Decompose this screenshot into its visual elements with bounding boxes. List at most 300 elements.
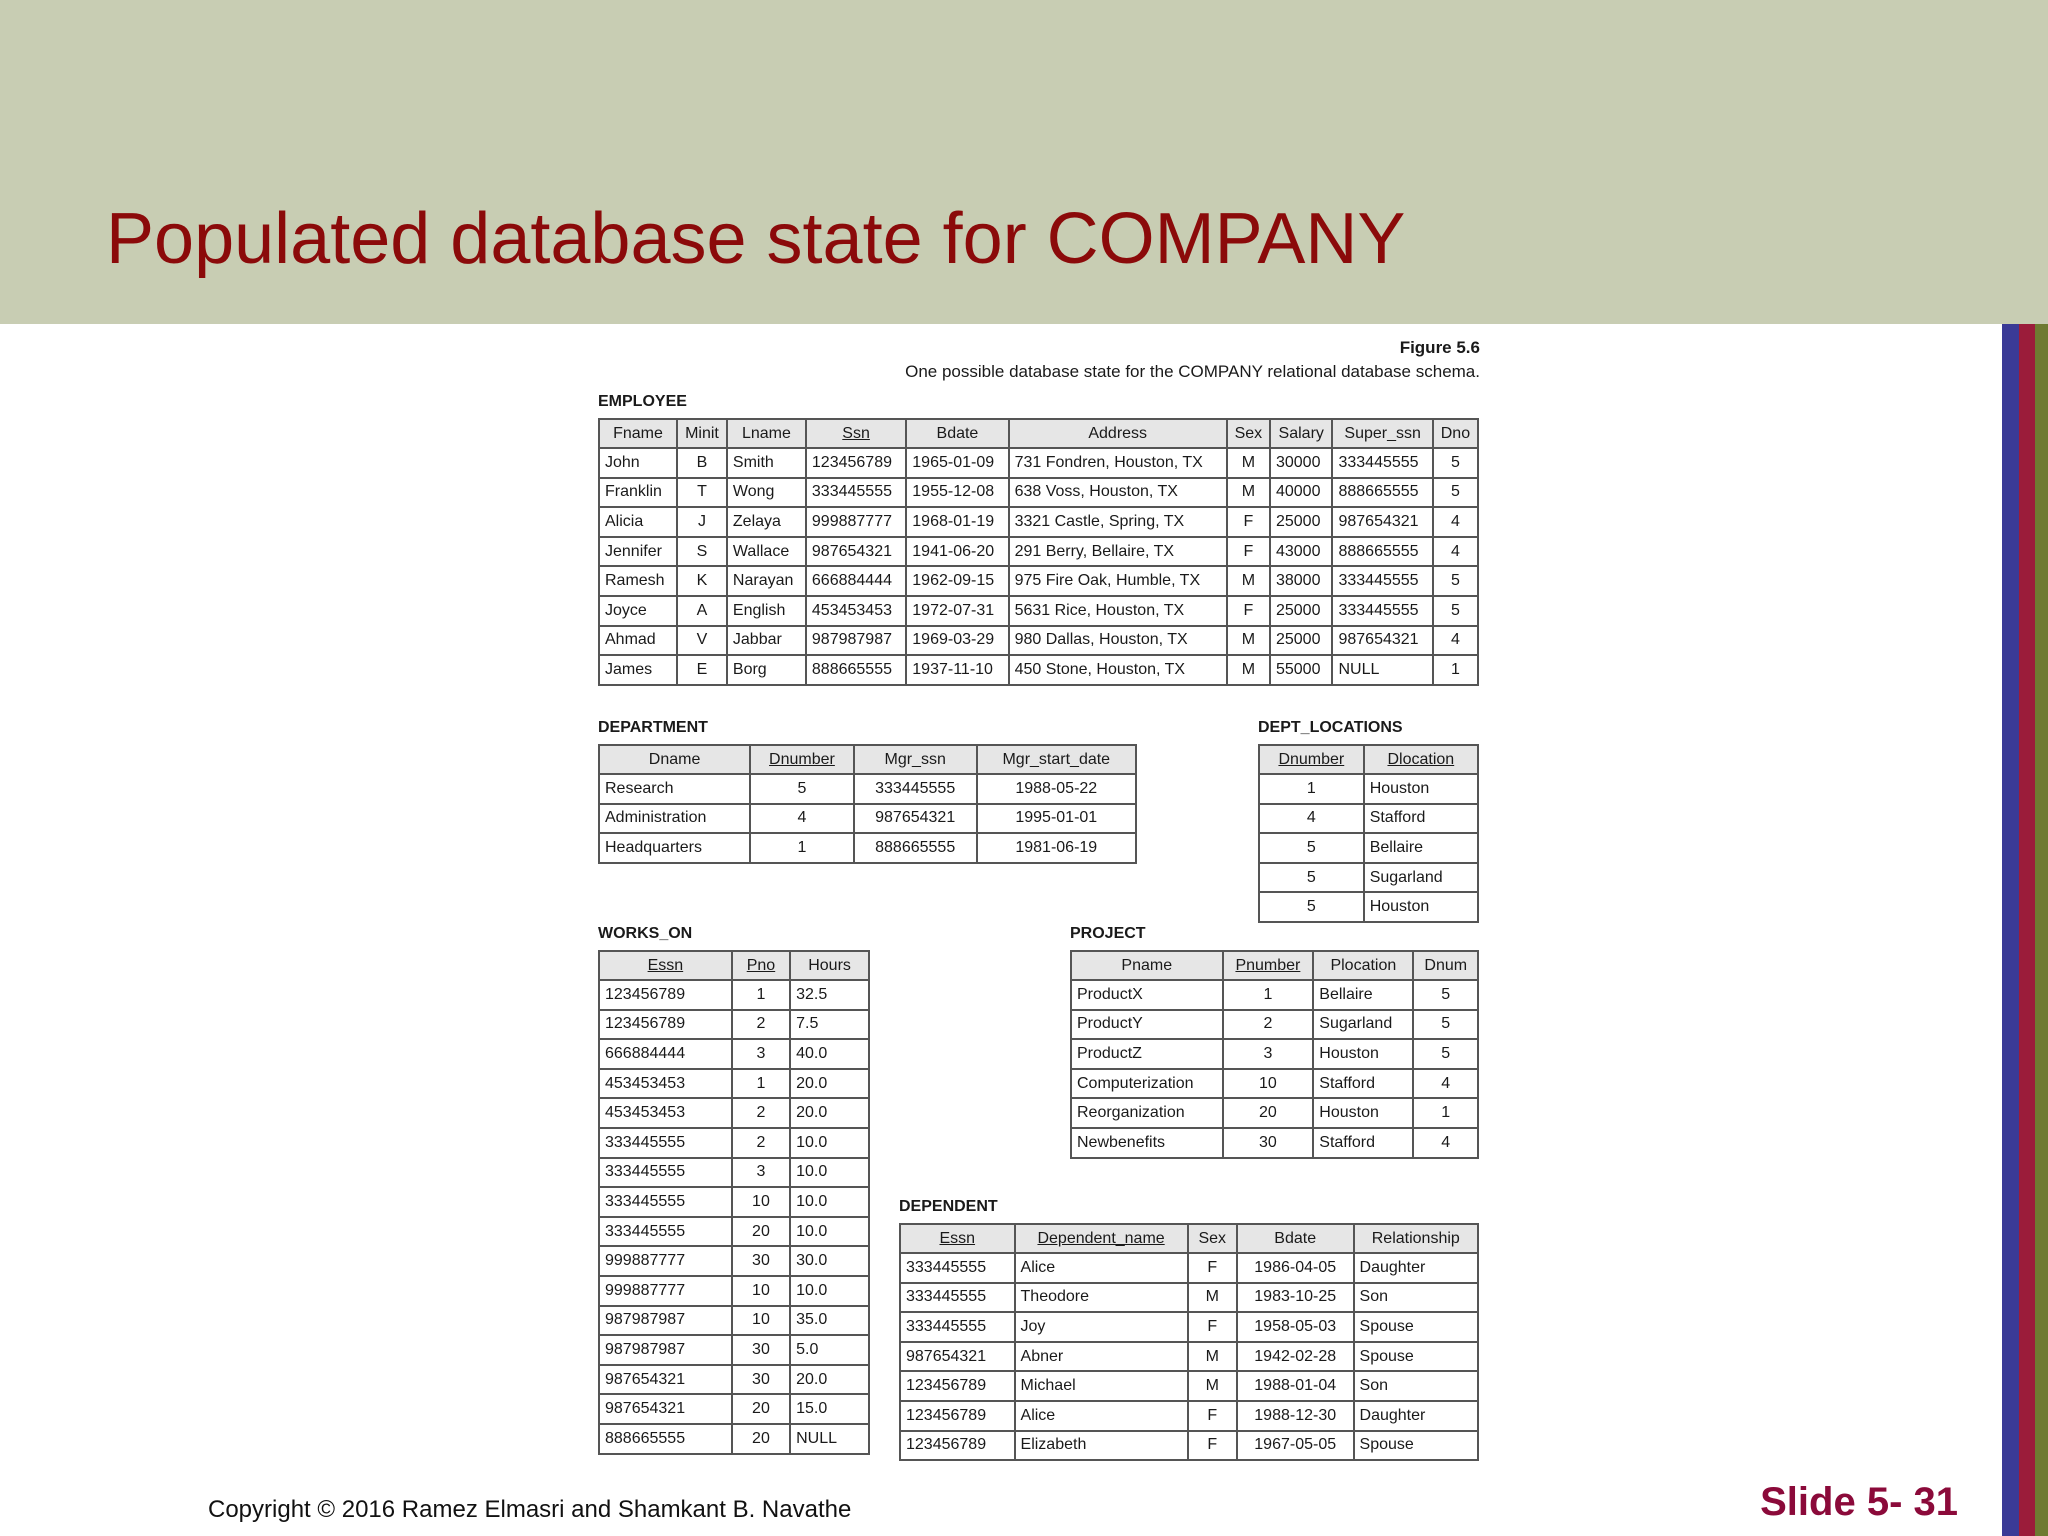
column-header: Lname: [727, 419, 806, 448]
table-row: [1259, 804, 1478, 834]
table-cell: Daughter: [1354, 1401, 1478, 1431]
employee-table: [598, 418, 1479, 686]
column-header: Essn: [599, 951, 732, 980]
table-cell: 333445555: [1332, 566, 1432, 596]
table-cell: 25000: [1270, 507, 1333, 537]
table-cell: 55000: [1270, 655, 1333, 685]
table-row: [599, 448, 1478, 478]
table-cell: Reorganization: [1071, 1098, 1223, 1128]
column-header: Pname: [1071, 951, 1223, 980]
table-cell: 1983-10-25: [1237, 1283, 1354, 1313]
dept-locations-label: DEPT_LOCATIONS: [1258, 719, 1403, 736]
table-cell: Son: [1354, 1283, 1478, 1313]
table-cell: 333445555: [806, 478, 906, 508]
table-cell: 4: [1413, 1069, 1478, 1099]
table-cell: 1: [732, 1069, 790, 1099]
table-cell: Zelaya: [727, 507, 806, 537]
table-cell: 1967-05-05: [1237, 1431, 1354, 1461]
table-cell: 333445555: [599, 1217, 732, 1247]
header-row: [599, 745, 1136, 774]
table-cell: 1: [1433, 655, 1478, 685]
table-cell: 5: [1433, 448, 1478, 478]
table-cell: Stafford: [1313, 1069, 1413, 1099]
table-cell: 30: [732, 1335, 790, 1365]
table-cell: 38000: [1270, 566, 1333, 596]
table-cell: F: [1188, 1253, 1237, 1283]
table-cell: 20.0: [790, 1098, 869, 1128]
table-cell: Houston: [1313, 1098, 1413, 1128]
header-row: [599, 951, 869, 980]
column-header: Dnumber: [750, 745, 854, 774]
column-header: Salary: [1270, 419, 1333, 448]
table-cell: 333445555: [900, 1253, 1015, 1283]
table-cell: 888665555: [599, 1424, 732, 1454]
table-cell: Bellaire: [1364, 833, 1478, 863]
table-cell: 980 Dallas, Houston, TX: [1009, 626, 1227, 656]
table-cell: 43000: [1270, 537, 1333, 567]
table-cell: 5: [1433, 596, 1478, 626]
table-cell: ProductY: [1071, 1010, 1223, 1040]
table-cell: 10.0: [790, 1217, 869, 1247]
table-cell: 1941-06-20: [906, 537, 1008, 567]
table-row: [599, 804, 1136, 834]
table-cell: ProductX: [1071, 980, 1223, 1010]
table-cell: 4: [750, 804, 854, 834]
table-cell: 333445555: [900, 1312, 1015, 1342]
header-row: [900, 1224, 1478, 1253]
table-cell: 4: [1433, 507, 1478, 537]
table-cell: 987654321: [806, 537, 906, 567]
dept-locations-table: [1258, 744, 1479, 923]
table-cell: Smith: [727, 448, 806, 478]
table-row: [599, 1365, 869, 1395]
table-cell: F: [1188, 1401, 1237, 1431]
table-row: [599, 507, 1478, 537]
table-cell: 5: [1433, 478, 1478, 508]
table-cell: 5631 Rice, Houston, TX: [1009, 596, 1227, 626]
table-cell: T: [677, 478, 727, 508]
table-cell: M: [1188, 1283, 1237, 1313]
table-cell: 10: [732, 1187, 790, 1217]
table-cell: ProductZ: [1071, 1039, 1223, 1069]
table-cell: Borg: [727, 655, 806, 685]
table-row: [599, 1306, 869, 1336]
table-cell: M: [1227, 448, 1270, 478]
table-cell: Alice: [1015, 1253, 1188, 1283]
table-cell: 333445555: [599, 1128, 732, 1158]
table-cell: B: [677, 448, 727, 478]
table-cell: 987654321: [599, 1394, 732, 1424]
table-cell: 5.0: [790, 1335, 869, 1365]
table-cell: 123456789: [900, 1371, 1015, 1401]
table-cell: 25000: [1270, 596, 1333, 626]
table-cell: 20: [732, 1394, 790, 1424]
table-cell: 7.5: [790, 1010, 869, 1040]
table-cell: 4: [1413, 1128, 1478, 1158]
table-cell: Wallace: [727, 537, 806, 567]
table-row: [599, 1424, 869, 1454]
table-cell: Houston: [1364, 774, 1478, 804]
table-row: [599, 1128, 869, 1158]
table-cell: Joyce: [599, 596, 677, 626]
table-cell: 1969-03-29: [906, 626, 1008, 656]
table-row: [599, 1335, 869, 1365]
table-cell: Alice: [1015, 1401, 1188, 1431]
table-row: [1071, 1039, 1478, 1069]
table-cell: 10.0: [790, 1128, 869, 1158]
table-cell: 1: [1259, 774, 1364, 804]
table-cell: 999887777: [599, 1276, 732, 1306]
column-header: Dlocation: [1364, 745, 1478, 774]
header-row: [1259, 745, 1478, 774]
table-cell: 123456789: [900, 1431, 1015, 1461]
table-row: [599, 596, 1478, 626]
table-row: [900, 1283, 1478, 1313]
table-row: [599, 566, 1478, 596]
column-header: Pnumber: [1223, 951, 1314, 980]
table-cell: 20: [732, 1217, 790, 1247]
project-label: PROJECT: [1070, 925, 1146, 942]
table-row: [599, 626, 1478, 656]
table-cell: NULL: [790, 1424, 869, 1454]
table-cell: 1: [1413, 1098, 1478, 1128]
table-row: [900, 1253, 1478, 1283]
table-cell: 1965-01-09: [906, 448, 1008, 478]
table-row: [599, 1069, 869, 1099]
table-cell: M: [1227, 566, 1270, 596]
table-cell: Houston: [1364, 892, 1478, 922]
table-cell: 20: [732, 1424, 790, 1454]
table-cell: 333445555: [599, 1158, 732, 1188]
table-cell: M: [1227, 478, 1270, 508]
table-cell: 2: [732, 1010, 790, 1040]
table-cell: 987654321: [854, 804, 977, 834]
table-cell: K: [677, 566, 727, 596]
table-cell: Jabbar: [727, 626, 806, 656]
table-cell: 888665555: [854, 833, 977, 863]
header-row: [599, 419, 1478, 448]
table-cell: Elizabeth: [1015, 1431, 1188, 1461]
table-cell: 888665555: [806, 655, 906, 685]
table-cell: 5: [1413, 1010, 1478, 1040]
table-cell: 5: [1433, 566, 1478, 596]
table-row: [599, 1158, 869, 1188]
table-cell: 10: [732, 1276, 790, 1306]
column-header: Super_ssn: [1332, 419, 1432, 448]
slide-number: Slide 5- 31: [1760, 1480, 1958, 1524]
table-cell: 450 Stone, Houston, TX: [1009, 655, 1227, 685]
table-cell: 1988-05-22: [977, 774, 1136, 804]
table-cell: 999887777: [599, 1246, 732, 1276]
table-cell: 2: [1223, 1010, 1314, 1040]
table-cell: 30: [732, 1365, 790, 1395]
table-cell: Stafford: [1313, 1128, 1413, 1158]
table-cell: 30.0: [790, 1246, 869, 1276]
works-on-label: WORKS_ON: [598, 925, 693, 942]
table-row: [1071, 1128, 1478, 1158]
dependent-label: DEPENDENT: [899, 1198, 998, 1215]
table-cell: F: [1188, 1312, 1237, 1342]
table-cell: 333445555: [854, 774, 977, 804]
table-cell: E: [677, 655, 727, 685]
table-cell: 123456789: [599, 1010, 732, 1040]
table-cell: 1988-01-04: [1237, 1371, 1354, 1401]
table-row: [599, 1187, 869, 1217]
table-cell: Theodore: [1015, 1283, 1188, 1313]
employee-label: EMPLOYEE: [598, 393, 687, 410]
table-row: [1259, 892, 1478, 922]
table-row: [599, 1246, 869, 1276]
table-cell: 453453453: [599, 1069, 732, 1099]
table-cell: 5: [1259, 863, 1364, 893]
table-cell: 123456789: [900, 1401, 1015, 1431]
table-row: [599, 833, 1136, 863]
table-cell: 1942-02-28: [1237, 1342, 1354, 1372]
table-cell: 30: [732, 1246, 790, 1276]
table-cell: Spouse: [1354, 1312, 1478, 1342]
table-cell: Ramesh: [599, 566, 677, 596]
table-cell: Joy: [1015, 1312, 1188, 1342]
table-row: [599, 537, 1478, 567]
table-cell: 1986-04-05: [1237, 1253, 1354, 1283]
column-header: Plocation: [1313, 951, 1413, 980]
table-cell: 1: [1223, 980, 1314, 1010]
figure-label: Figure 5.6: [1399, 338, 1480, 357]
table-cell: 15.0: [790, 1394, 869, 1424]
table-cell: 4: [1433, 537, 1478, 567]
column-header: Fname: [599, 419, 677, 448]
table-row: [599, 655, 1478, 685]
column-header: Mgr_ssn: [854, 745, 977, 774]
table-row: [599, 1010, 869, 1040]
table-row: [599, 1394, 869, 1424]
table-cell: 35.0: [790, 1306, 869, 1336]
table-cell: M: [1227, 655, 1270, 685]
table-cell: Spouse: [1354, 1431, 1478, 1461]
table-cell: 1981-06-19: [977, 833, 1136, 863]
table-cell: 123456789: [806, 448, 906, 478]
table-cell: 1962-09-15: [906, 566, 1008, 596]
table-cell: 638 Voss, Houston, TX: [1009, 478, 1227, 508]
column-header: Bdate: [906, 419, 1008, 448]
table-cell: Headquarters: [599, 833, 750, 863]
column-header: Sex: [1227, 419, 1270, 448]
table-cell: 1972-07-31: [906, 596, 1008, 626]
table-cell: 1958-05-03: [1237, 1312, 1354, 1342]
column-header: Ssn: [806, 419, 906, 448]
table-cell: 975 Fire Oak, Humble, TX: [1009, 566, 1227, 596]
table-row: [900, 1371, 1478, 1401]
table-cell: 30000: [1270, 448, 1333, 478]
table-cell: 5: [750, 774, 854, 804]
table-cell: Son: [1354, 1371, 1478, 1401]
table-cell: M: [1227, 626, 1270, 656]
table-cell: 987654321: [1332, 626, 1432, 656]
table-cell: 10.0: [790, 1158, 869, 1188]
column-header: Bdate: [1237, 1224, 1354, 1253]
table-cell: 333445555: [1332, 596, 1432, 626]
table-row: [1259, 863, 1478, 893]
table-cell: 888665555: [1332, 537, 1432, 567]
table-cell: 123456789: [599, 980, 732, 1010]
table-cell: Abner: [1015, 1342, 1188, 1372]
table-row: [900, 1401, 1478, 1431]
table-cell: Alicia: [599, 507, 677, 537]
table-cell: 5: [1413, 1039, 1478, 1069]
table-row: [599, 1276, 869, 1306]
slide-title: Populated database state for COMPANY: [106, 199, 1406, 279]
column-header: Pno: [732, 951, 790, 980]
table-row: [1259, 774, 1478, 804]
figure-caption: One possible database state for the COMPANY relational database schema.: [905, 362, 1480, 381]
side-stripe-blue: [2002, 324, 2019, 1536]
table-cell: 987654321: [900, 1342, 1015, 1372]
table-cell: 731 Fondren, Houston, TX: [1009, 448, 1227, 478]
table-cell: 453453453: [806, 596, 906, 626]
table-cell: 3321 Castle, Spring, TX: [1009, 507, 1227, 537]
table-cell: Franklin: [599, 478, 677, 508]
copyright-notice: Copyright © 2016 Ramez Elmasri and Shamkant B. Navathe: [208, 1496, 852, 1523]
table-cell: 3: [1223, 1039, 1314, 1069]
table-cell: 987654321: [1332, 507, 1432, 537]
table-cell: 1: [750, 833, 854, 863]
table-cell: Bellaire: [1313, 980, 1413, 1010]
table-cell: 10: [732, 1306, 790, 1336]
column-header: Dependent_name: [1015, 1224, 1188, 1253]
column-header: Sex: [1188, 1224, 1237, 1253]
table-cell: Wong: [727, 478, 806, 508]
table-cell: 40.0: [790, 1039, 869, 1069]
table-row: [599, 478, 1478, 508]
table-cell: 2: [732, 1098, 790, 1128]
table-cell: 1988-12-30: [1237, 1401, 1354, 1431]
table-cell: 20.0: [790, 1069, 869, 1099]
column-header: Hours: [790, 951, 869, 980]
table-cell: A: [677, 596, 727, 626]
column-header: Essn: [900, 1224, 1015, 1253]
table-cell: 987987987: [806, 626, 906, 656]
table-cell: 333445555: [599, 1187, 732, 1217]
column-header: Relationship: [1354, 1224, 1478, 1253]
table-cell: 40000: [1270, 478, 1333, 508]
table-cell: 30: [1223, 1128, 1314, 1158]
table-cell: English: [727, 596, 806, 626]
table-cell: 666884444: [599, 1039, 732, 1069]
table-cell: NULL: [1332, 655, 1432, 685]
table-cell: 5: [1259, 833, 1364, 863]
table-cell: Narayan: [727, 566, 806, 596]
table-cell: 1955-12-08: [906, 478, 1008, 508]
table-cell: Jennifer: [599, 537, 677, 567]
project-table: [1070, 950, 1479, 1159]
table-cell: 888665555: [1332, 478, 1432, 508]
table-cell: Ahmad: [599, 626, 677, 656]
table-cell: 987987987: [599, 1335, 732, 1365]
table-cell: Houston: [1313, 1039, 1413, 1069]
table-cell: F: [1227, 507, 1270, 537]
table-cell: Stafford: [1364, 804, 1478, 834]
table-row: [900, 1431, 1478, 1461]
table-row: [900, 1312, 1478, 1342]
table-cell: 4: [1433, 626, 1478, 656]
table-cell: 333445555: [1332, 448, 1432, 478]
table-row: [599, 1098, 869, 1128]
table-cell: 20.0: [790, 1365, 869, 1395]
table-cell: 3: [732, 1158, 790, 1188]
table-cell: John: [599, 448, 677, 478]
table-cell: S: [677, 537, 727, 567]
column-header: Dnum: [1413, 951, 1478, 980]
column-header: Minit: [677, 419, 727, 448]
table-cell: 291 Berry, Bellaire, TX: [1009, 537, 1227, 567]
table-cell: 333445555: [900, 1283, 1015, 1313]
table-row: [900, 1342, 1478, 1372]
table-cell: F: [1227, 596, 1270, 626]
table-cell: Sugarland: [1364, 863, 1478, 893]
table-row: [1259, 833, 1478, 863]
department-table: [598, 744, 1137, 864]
table-row: [1071, 980, 1478, 1010]
table-cell: James: [599, 655, 677, 685]
table-cell: 5: [1259, 892, 1364, 922]
table-cell: 10.0: [790, 1276, 869, 1306]
table-cell: 25000: [1270, 626, 1333, 656]
table-cell: Daughter: [1354, 1253, 1478, 1283]
table-cell: 453453453: [599, 1098, 732, 1128]
column-header: Address: [1009, 419, 1227, 448]
table-cell: 1: [732, 980, 790, 1010]
table-cell: Newbenefits: [1071, 1128, 1223, 1158]
table-row: [1071, 1098, 1478, 1128]
table-cell: F: [1227, 537, 1270, 567]
column-header: Dno: [1433, 419, 1478, 448]
side-stripe-red: [2019, 324, 2035, 1536]
table-cell: Michael: [1015, 1371, 1188, 1401]
table-row: [599, 1039, 869, 1069]
table-cell: Sugarland: [1313, 1010, 1413, 1040]
table-row: [599, 1217, 869, 1247]
table-cell: Administration: [599, 804, 750, 834]
table-row: [1071, 1010, 1478, 1040]
table-cell: 4: [1259, 804, 1364, 834]
column-header: Mgr_start_date: [977, 745, 1136, 774]
table-cell: M: [1188, 1342, 1237, 1372]
table-cell: 32.5: [790, 980, 869, 1010]
table-cell: 2: [732, 1128, 790, 1158]
table-cell: 5: [1413, 980, 1478, 1010]
table-cell: 987987987: [599, 1306, 732, 1336]
table-cell: J: [677, 507, 727, 537]
table-row: [1071, 1069, 1478, 1099]
table-row: [599, 774, 1136, 804]
works-on-table: [598, 950, 870, 1455]
column-header: Dname: [599, 745, 750, 774]
header-row: [1071, 951, 1478, 980]
table-cell: 1937-11-10: [906, 655, 1008, 685]
table-cell: 20: [1223, 1098, 1314, 1128]
table-cell: 1968-01-19: [906, 507, 1008, 537]
table-cell: F: [1188, 1431, 1237, 1461]
table-cell: 987654321: [599, 1365, 732, 1395]
table-cell: M: [1188, 1371, 1237, 1401]
dependent-table: [899, 1223, 1479, 1461]
column-header: Dnumber: [1259, 745, 1364, 774]
table-cell: 10.0: [790, 1187, 869, 1217]
side-stripe-olive: [2035, 324, 2048, 1536]
table-cell: Computerization: [1071, 1069, 1223, 1099]
table-cell: 666884444: [806, 566, 906, 596]
table-cell: 10: [1223, 1069, 1314, 1099]
